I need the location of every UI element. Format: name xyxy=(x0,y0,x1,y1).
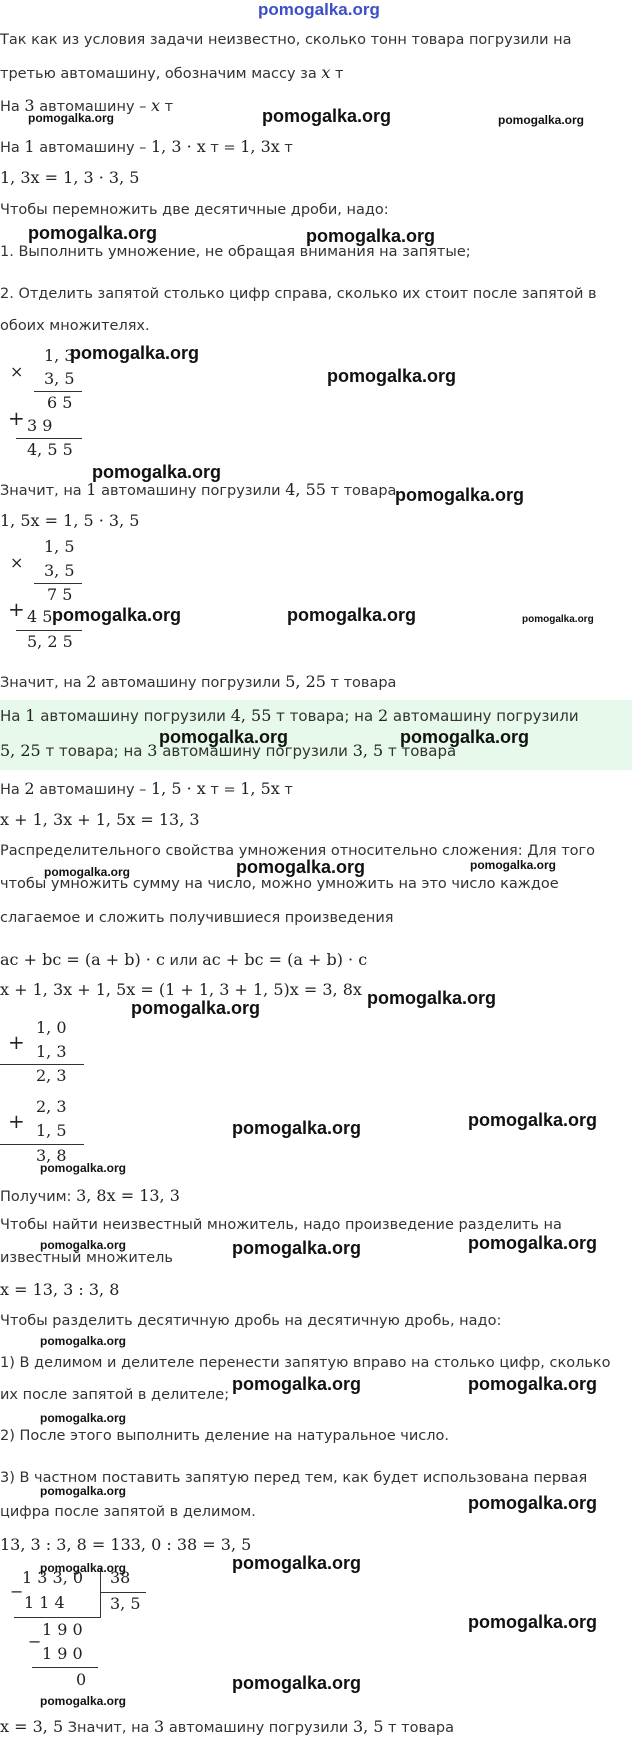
text-line: Значит, на 2 автомашину погрузили 5, 25 т товара xyxy=(0,672,397,691)
watermark: pomogalka.org xyxy=(468,1233,598,1253)
watermark: pomogalka.org xyxy=(28,223,158,243)
watermark: pomogalka.org xyxy=(468,1612,598,1632)
text-line: На 2 автомашину – 1, 5 · x т = 1, 5x т xyxy=(0,779,293,798)
text-line: слагаемое и сложить получившиеся произведения xyxy=(0,910,394,926)
equation: 1, 5x = 1, 5 · 3, 5 xyxy=(0,511,140,530)
text-line: 2) После этого выполнить деление на натуральное число. xyxy=(0,1428,449,1444)
text-line: 1. Выполнить умножение, не обращая внимания на запятые; xyxy=(0,244,471,260)
watermark: pomogalka.org xyxy=(232,1673,362,1693)
text-line: Получим: 3, 8x = 13, 3 xyxy=(0,1186,180,1205)
watermark: pomogalka.org xyxy=(40,1694,127,1708)
watermark: pomogalka.org xyxy=(131,998,261,1018)
watermark: pomogalka.org xyxy=(400,727,530,747)
text-line: На 3 автомашину – x т xyxy=(0,96,174,115)
watermark: pomogalka.org xyxy=(40,1238,127,1252)
watermark: pomogalka.org xyxy=(70,343,200,363)
answer-line-1: На 1 автомашину погрузили 4, 55 т товара; на 2 автомашину погрузили xyxy=(0,706,579,725)
watermark: pomogalka.org xyxy=(468,1110,598,1130)
watermark: pomogalka.org xyxy=(306,226,436,246)
watermark: pomogalka.org xyxy=(40,1334,127,1348)
watermark: pomogalka.org xyxy=(468,1493,598,1513)
equation: 1, 3x = 1, 3 · 3, 5 xyxy=(0,168,140,187)
watermark: pomogalka.org xyxy=(395,485,525,505)
equation: x + 1, 3x + 1, 5x = (1 + 1, 3 + 1, 5)x = 3, 8x xyxy=(0,980,362,999)
watermark: pomogalka.org xyxy=(327,366,457,386)
watermark: pomogalka.org xyxy=(367,988,497,1008)
watermark: pomogalka.org xyxy=(232,1553,362,1573)
watermark: pomogalka.org xyxy=(159,727,289,747)
text-line: Чтобы найти неизвестный множитель, надо произведение разделить на xyxy=(0,1217,562,1233)
text-line: третью автомашину, обозначим массу за x т xyxy=(0,63,344,82)
watermark: pomogalka.org xyxy=(52,605,182,625)
text-line: Чтобы перемножить две десятичные дроби, надо: xyxy=(0,202,389,218)
watermark: pomogalka.org xyxy=(40,1484,127,1498)
watermark: pomogalka.org xyxy=(40,1411,127,1425)
text-line: Так как из условия задачи неизвестно, сколько тонн товара погрузили на xyxy=(0,32,572,48)
text-line: x = 3, 5 Значит, на 3 автомашину погрузили 3, 5 т товара xyxy=(0,1717,455,1736)
equation: x + 1, 3x + 1, 5x = 13, 3 xyxy=(0,810,200,829)
text-line: их после запятой в делителе; xyxy=(0,1387,230,1403)
watermark: pomogalka.org xyxy=(232,1118,362,1138)
watermark: pomogalka.org xyxy=(92,462,222,482)
watermark: pomogalka.org xyxy=(40,1561,127,1575)
equation: 13, 3 : 3, 8 = 133, 0 : 38 = 3, 5 xyxy=(0,1535,252,1554)
text-line: цифра после запятой в делимом. xyxy=(0,1504,256,1520)
watermark: pomogalka.org xyxy=(470,858,557,872)
equation: x = 13, 3 : 3, 8 xyxy=(0,1280,120,1299)
watermark: pomogalka.org xyxy=(44,865,131,879)
text-line: обоих множителях. xyxy=(0,318,150,334)
text-line: Значит, на 1 автомашину погрузили 4, 55 т товара xyxy=(0,480,397,499)
watermark: pomogalka.org xyxy=(262,106,392,126)
text-line: известный множитель xyxy=(0,1250,173,1266)
watermark: pomogalka.org xyxy=(28,111,115,125)
text-line: 2. Отделить запятой столько цифр справа, сколько их стоит после запятой в xyxy=(0,286,597,302)
watermark: pomogalka.org xyxy=(236,857,366,877)
watermark: pomogalka.org xyxy=(498,113,585,127)
site-logo[interactable]: pomogalka.org xyxy=(258,0,380,19)
watermark: pomogalka.org xyxy=(522,614,594,625)
watermark: pomogalka.org xyxy=(232,1238,362,1258)
watermark: pomogalka.org xyxy=(287,605,417,625)
watermark: pomogalka.org xyxy=(468,1374,598,1394)
text-line: Распределительного свойства умножения относительно сложения: Для того xyxy=(0,843,595,859)
text-line: 3) В частном поставить запятую перед тем, как будет использована первая xyxy=(0,1470,588,1486)
watermark: pomogalka.org xyxy=(232,1374,362,1394)
watermark: pomogalka.org xyxy=(40,1161,127,1175)
text-line: 1) В делимом и делителе перенести запятую вправо на столько цифр, сколько xyxy=(0,1355,611,1371)
text-line: чтобы умножить сумму на число, можно умножить на это число каждое xyxy=(0,876,559,892)
text-line: ac + bc = (a + b) · c или ac + bc = (a + b) · c xyxy=(0,950,368,969)
answer-line-2: 5, 25 т товара; на 3 автомашину погрузили 3, 5 т товара xyxy=(0,741,457,760)
text-line: Чтобы разделить десятичную дробь на десятичную дробь, надо: xyxy=(0,1313,502,1329)
text-line: На 1 автомашину – 1, 3 · x т = 1, 3x т xyxy=(0,137,293,156)
